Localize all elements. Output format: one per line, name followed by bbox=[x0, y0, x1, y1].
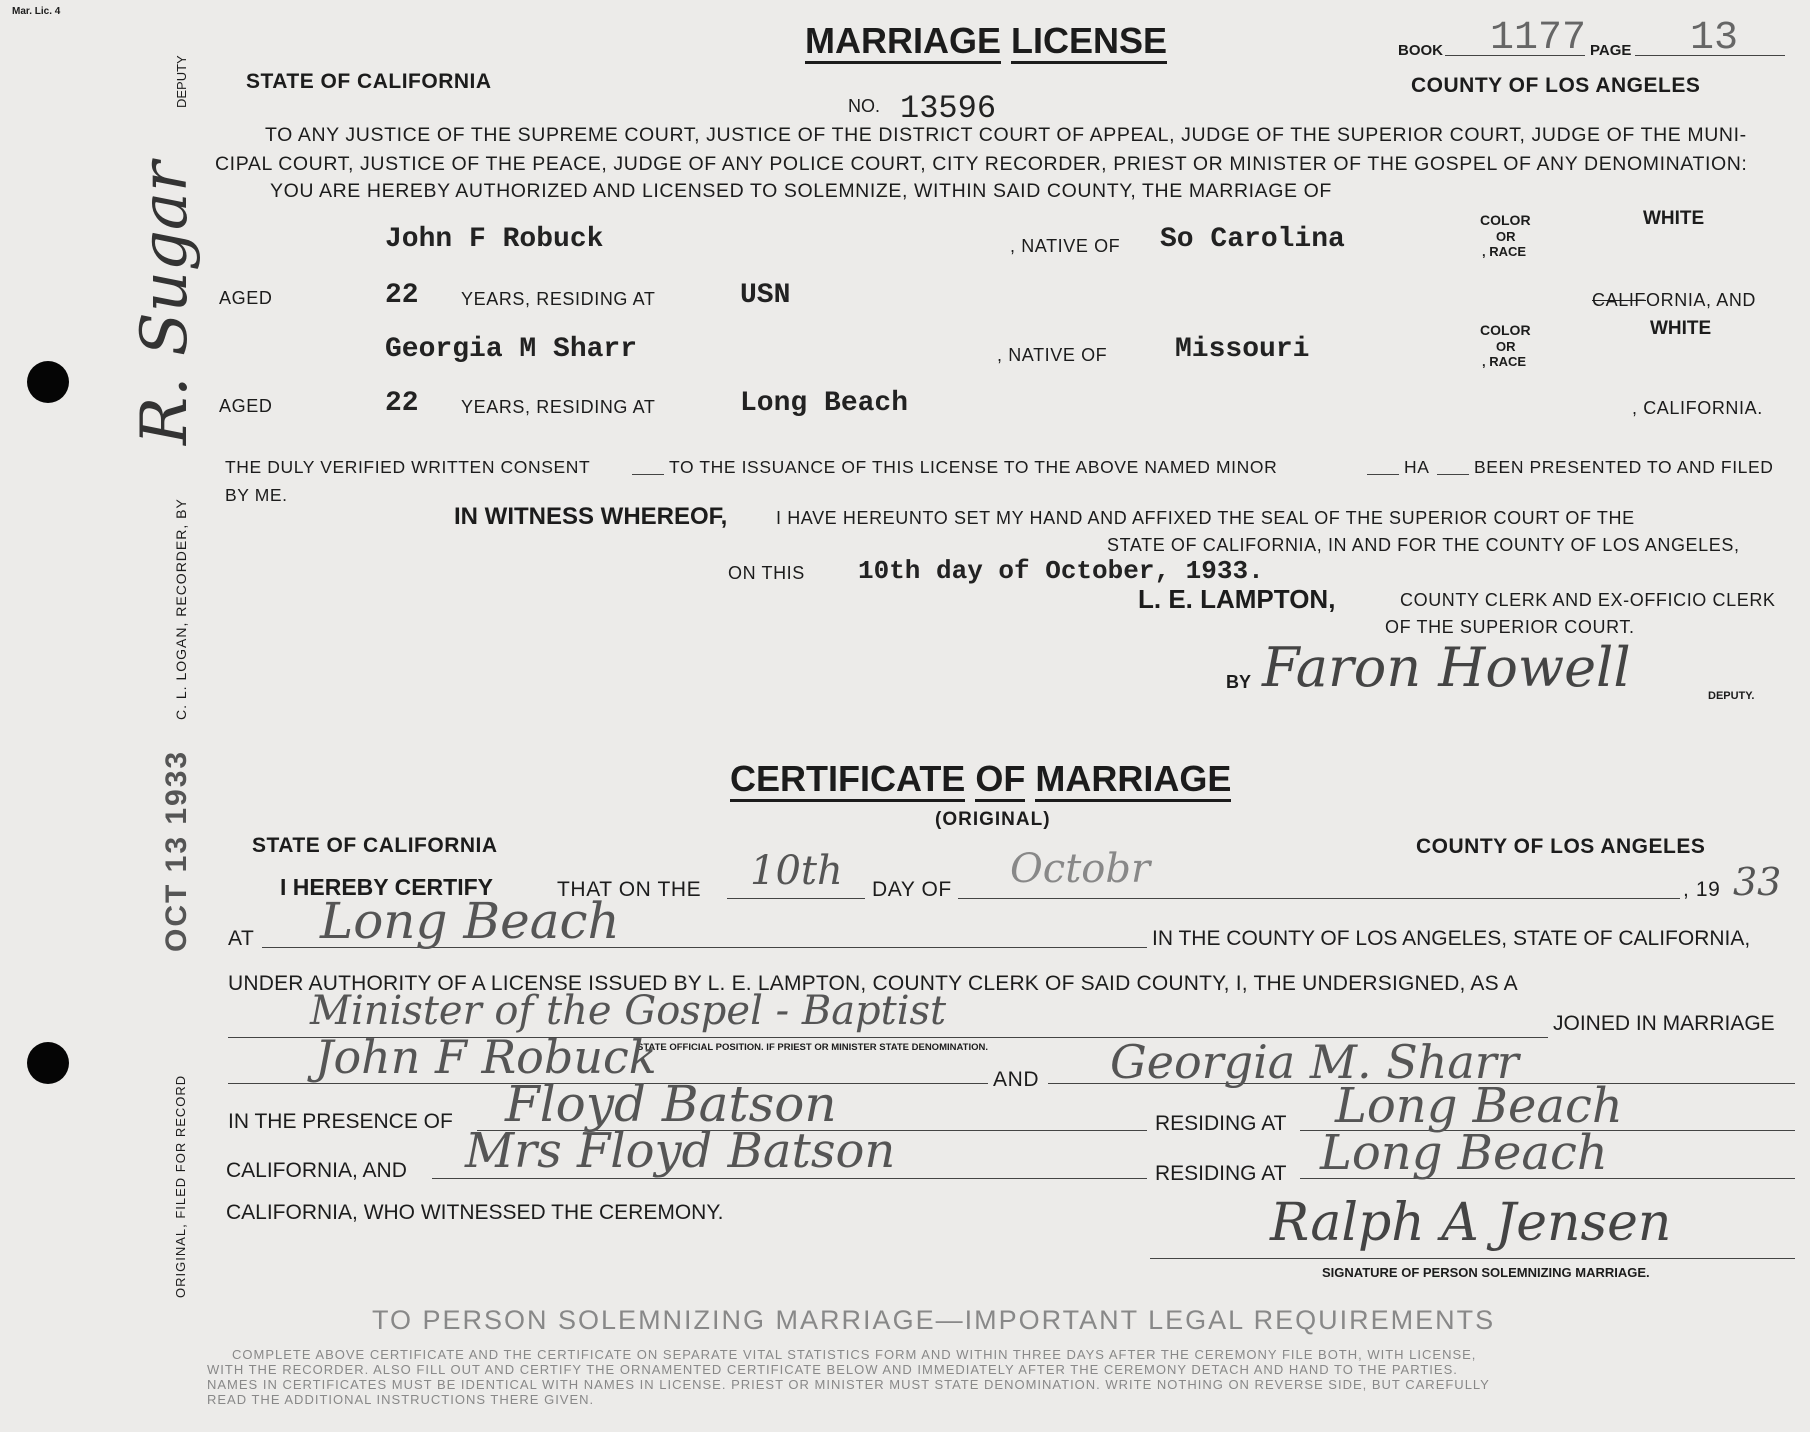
license-number-label: NO. bbox=[848, 96, 881, 116]
groom-residence: USN bbox=[740, 280, 791, 311]
bride-native-of: Missouri bbox=[1175, 334, 1310, 365]
witness-2-residence: Long Beach bbox=[1320, 1125, 1608, 1181]
at-label: AT bbox=[228, 927, 255, 950]
officiant-signature: Ralph A Jensen bbox=[1270, 1193, 1672, 1253]
witness-whereof: IN WITNESS WHEREOF, bbox=[454, 503, 728, 530]
clerk-title-1: COUNTY CLERK AND EX-OFFICIO CLERK bbox=[1400, 590, 1776, 610]
consent-middle: TO THE ISSUANCE OF THIS LICENSE TO THE ABOVE NAMED MINOR bbox=[669, 457, 1278, 477]
bride-residence: Long Beach bbox=[740, 388, 909, 419]
deputy-label: DEPUTY. bbox=[1708, 690, 1755, 702]
year-prefix: , 19 bbox=[1683, 878, 1721, 901]
groom-residing-label: YEARS, RESIDING AT bbox=[461, 289, 656, 309]
california-and-2: CALIFORNIA, AND bbox=[226, 1159, 407, 1182]
bride-race: WHITE bbox=[1650, 318, 1712, 339]
certificate-title-word3: MARRIAGE bbox=[1035, 758, 1231, 802]
license-title bbox=[805, 20, 1167, 62]
address-line-3: YOU ARE HEREBY AUTHORIZED AND LICENSED TO SOLEMNIZE, WITHIN SAID COUNTY, THE MARRIAGE OF bbox=[270, 180, 1332, 202]
certificate-month: Octobr bbox=[1010, 846, 1151, 892]
license-title-word2: LICENSE bbox=[1011, 20, 1167, 64]
certificate-place: Long Beach bbox=[320, 892, 620, 950]
bride-aged-label: AGED bbox=[219, 396, 273, 416]
certificate-state: STATE OF CALIFORNIA bbox=[252, 834, 498, 857]
consent-ha: HA bbox=[1404, 457, 1430, 477]
signature-label: SIGNATURE OF PERSON SOLEMNIZING MARRIAGE. bbox=[1322, 1265, 1650, 1280]
race-label-1: , RACE bbox=[1482, 244, 1527, 259]
footer-line-3: NAMES IN CERTIFICATES MUST BE IDENTICAL WITH NAMES IN LICENSE. PRIEST OR MINISTER MUST STATE DENOMINATION. WRITE NOTHING ON REVERSE SIDE, BUT CAREFULLY bbox=[207, 1377, 1490, 1392]
margin-filed-label: ORIGINAL, FILED FOR RECORD bbox=[173, 1074, 188, 1298]
deputy-signature: Faron Howell bbox=[1262, 636, 1631, 699]
footer-heading: TO PERSON SOLEMNIZING MARRIAGE—IMPORTANT LEGAL REQUIREMENTS bbox=[372, 1305, 1496, 1335]
certificate-subtitle: (ORIGINAL) bbox=[935, 809, 1051, 830]
by-label: BY bbox=[1226, 672, 1252, 692]
groom-age: 22 bbox=[385, 280, 419, 311]
by-me: BY ME. bbox=[225, 485, 288, 505]
joined-in-marriage: JOINED IN MARRIAGE bbox=[1553, 1012, 1775, 1035]
margin-deputy-label: DEPUTY bbox=[174, 55, 189, 108]
day-of-label: DAY OF bbox=[872, 878, 952, 901]
bride-residing-label: YEARS, RESIDING AT bbox=[461, 397, 656, 417]
groom-native-of: So Carolina bbox=[1160, 224, 1345, 255]
certificate-day: 10th bbox=[750, 848, 843, 894]
clerk-name: L. E. LAMPTON, bbox=[1138, 584, 1336, 614]
groom-name: John F Robuck bbox=[385, 224, 604, 255]
certificate-title-word1: CERTIFICATE bbox=[730, 758, 965, 802]
groom-signature: John F Robuck bbox=[315, 1030, 657, 1084]
license-state: STATE OF CALIFORNIA bbox=[246, 70, 492, 93]
witness-2-signature: Mrs Floyd Batson bbox=[465, 1123, 896, 1179]
filed-date-stamp: OCT 13 1933 bbox=[160, 749, 193, 952]
punch-hole-top bbox=[27, 361, 69, 403]
california-and: ORNIA, AND bbox=[1646, 290, 1757, 310]
page-label: PAGE bbox=[1590, 42, 1632, 59]
or-label-1: OR bbox=[1496, 229, 1516, 244]
address-line-1: TO ANY JUSTICE OF THE SUPREME COURT, JUSTICE OF THE DISTRICT COURT OF APPEAL, JUDGE OF THE SUPERIOR COURT, JUDGE OF THE MUNI- bbox=[265, 124, 1747, 146]
witness-1-signature: Floyd Batson bbox=[505, 1075, 837, 1133]
in-county-text: IN THE COUNTY OF LOS ANGELES, STATE OF CALIFORNIA, bbox=[1152, 927, 1751, 950]
certificate-year: 33 bbox=[1733, 860, 1782, 904]
page-number: 13 bbox=[1690, 16, 1739, 61]
race-label-2: , RACE bbox=[1482, 354, 1527, 369]
recorder-signature: R. Sugar bbox=[128, 161, 202, 445]
footer-line-4: READ THE ADDITIONAL INSTRUCTIONS THERE GIVEN. bbox=[207, 1392, 595, 1407]
book-number: 1177 bbox=[1490, 16, 1587, 61]
license-date: 10th day of October, 1933. bbox=[858, 556, 1264, 586]
on-this-label: ON THIS bbox=[728, 563, 805, 583]
presence-label: IN THE PRESENCE OF bbox=[228, 1110, 453, 1133]
and-label: AND bbox=[993, 1068, 1040, 1091]
residing-at-1: RESIDING AT bbox=[1155, 1112, 1287, 1135]
residing-at-2: RESIDING AT bbox=[1155, 1162, 1287, 1185]
groom-race: WHITE bbox=[1643, 208, 1705, 229]
or-label-2: OR bbox=[1496, 339, 1516, 354]
groom-aged-label: AGED bbox=[219, 288, 273, 308]
consent-start: THE DULY VERIFIED WRITTEN CONSENT bbox=[225, 457, 591, 477]
certificate-title-word2: OF bbox=[975, 758, 1025, 802]
license-number: 13596 bbox=[900, 90, 997, 127]
california-witnessed: CALIFORNIA, WHO WITNESSED THE CEREMONY. bbox=[226, 1201, 724, 1224]
bride-signature: Georgia M. Sharr bbox=[1110, 1035, 1519, 1089]
bride-age: 22 bbox=[385, 388, 419, 419]
bride-native-label: , NATIVE OF bbox=[997, 345, 1108, 365]
certify-bold: I HEREBY CERTIFY bbox=[280, 874, 493, 900]
position-note: STATE OFFICIAL POSITION. IF PRIEST OR MINISTER STATE DENOMINATION. bbox=[637, 1042, 988, 1053]
certificate-county: COUNTY OF LOS ANGELES bbox=[1416, 835, 1706, 858]
authority-line: UNDER AUTHORITY OF A LICENSE ISSUED BY L. E. LAMPTON, COUNTY CLERK OF SAID COUNTY, I, THE UNDERSIGNED, AS A bbox=[228, 972, 1518, 995]
book-label: BOOK bbox=[1398, 42, 1443, 59]
struck-california: CALIF bbox=[1592, 290, 1647, 310]
witness-text-2: STATE OF CALIFORNIA, IN AND FOR THE COUNTY OF LOS ANGELES, bbox=[1107, 535, 1740, 555]
certify-rest: THAT ON THE bbox=[557, 878, 702, 901]
groom-native-label: , NATIVE OF bbox=[1010, 236, 1121, 256]
certificate-title bbox=[730, 758, 1231, 800]
california-and-line bbox=[1592, 290, 1756, 311]
consent-end: BEEN PRESENTED TO AND FILED bbox=[1474, 457, 1774, 477]
punch-hole-bottom bbox=[27, 1042, 69, 1084]
license-title-word1: MARRIAGE bbox=[805, 20, 1001, 64]
address-line-2: CIPAL COURT, JUSTICE OF THE PEACE, JUDGE OF ANY POLICE COURT, CITY RECORDER, PRIEST OR MINISTER OF THE GOSPEL OF ANY DENOMINATION: bbox=[215, 153, 1748, 175]
california-end: , CALIFORNIA. bbox=[1632, 398, 1763, 418]
witness-text-1: I HAVE HEREUNTO SET MY HAND AND AFFIXED THE SEAL OF THE SUPERIOR COURT OF THE bbox=[776, 508, 1635, 528]
color-label-2: COLOR bbox=[1480, 322, 1531, 338]
form-code: Mar. Lic. 4 bbox=[12, 6, 61, 17]
margin-recorder-label: C. L. LOGAN, RECORDER, BY bbox=[173, 498, 189, 720]
clerk-title-2: OF THE SUPERIOR COURT. bbox=[1385, 617, 1635, 637]
license-county: COUNTY OF LOS ANGELES bbox=[1411, 74, 1701, 97]
officiant-position: Minister of the Gospel - Baptist bbox=[310, 988, 947, 1034]
footer-line-2: WITH THE RECORDER. ALSO FILL OUT AND CERTIFY THE ORNAMENTED CERTIFICATE BELOW AND IMMEDIATELY AFTER THE CEREMONY DETACH AND HAND TO THE PARTIES. bbox=[207, 1362, 1458, 1377]
bride-name: Georgia M Sharr bbox=[385, 334, 638, 365]
color-label-1: COLOR bbox=[1480, 212, 1531, 228]
witness-1-residence: Long Beach bbox=[1335, 1078, 1623, 1134]
footer-line-1: COMPLETE ABOVE CERTIFICATE AND THE CERTIFICATE ON SEPARATE VITAL STATISTICS FORM AND WITHIN THREE DAYS AFTER THE CEREMONY FILE BOTH, WITH LICENSE, bbox=[232, 1347, 1477, 1362]
